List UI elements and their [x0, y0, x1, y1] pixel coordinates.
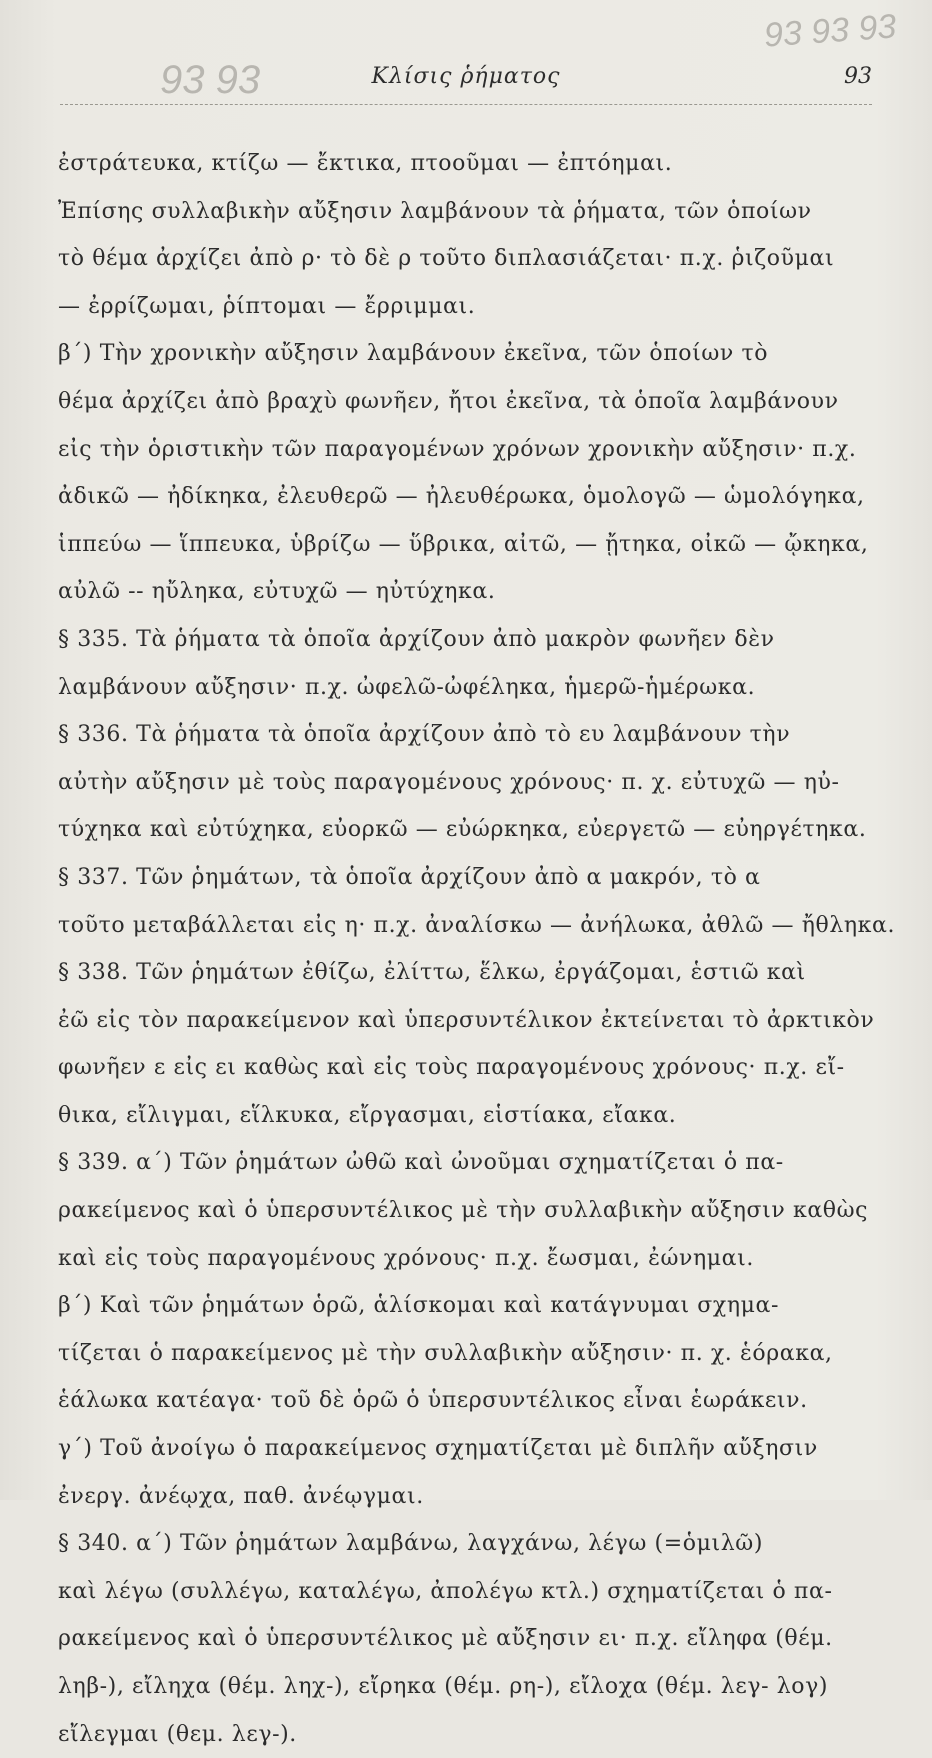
text-line: ἑάλωκα κατέαγα· τοῦ δὲ ὁρῶ ὁ ὑπερσυντέλικος εἶναι ἑωράκειν.: [58, 1388, 808, 1414]
text-line: καὶ εἰς τοὺς παραγομένους χρόνους· π.χ. ἔωσμαι, ἐώνημαι.: [58, 1245, 754, 1271]
text-line: θικα, εἴλιγμαι, εἵλκυκα, εἴργασμαι, εἱστίακα, εἴακα.: [58, 1102, 677, 1128]
text-line: αὐλῶ -- ηὔληκα, εὐτυχῶ — ηὐτύχηκα.: [58, 579, 496, 605]
pencil-page-marks: 93 93 93: [762, 7, 898, 55]
text-line: — ἐρρίζωμαι, ῥίπτομαι — ἔρριμμαι.: [58, 293, 476, 319]
text-line: φωνῆεν ε εἰς ει καθὼς καὶ εἰς τοὺς παραγομένους χρόνους· π.χ. εἴ-: [58, 1055, 845, 1081]
text-line: § 337. Τῶν ῥημάτων, τὰ ὁποῖα ἀρχίζουν ἀπὸ α μακρόν, τὸ α: [58, 864, 761, 890]
text-line: β΄) Καὶ τῶν ῥημάτων ὁρῶ, ἁλίσκομαι καὶ κατάγνυμαι σχημα-: [58, 1293, 779, 1319]
text-line: γ΄) Τοῦ ἀνοίγω ὁ παρακείμενος σχηματίζεται μὲ διπλῆν αὔξησιν: [58, 1436, 818, 1462]
text-line: τύχηκα καὶ εὐτύχηκα, εὐορκῶ — εὐώρκηκα, εὐεργετῶ — εὐηργέτηκα.: [58, 817, 867, 843]
page-header: [60, 64, 872, 104]
text-line: τὸ θέμα ἀρχίζει ἀπὸ ρ· τὸ δὲ ρ τοῦτο διπλασιάζεται· π.χ. ῥιζοῦμαι: [58, 246, 835, 272]
text-line: ἱππεύω — ἵππευκα, ὑβρίζω — ὕβρικα, αἰτῶ, — ᾔτηκα, οἰκῶ — ᾤκηκα,: [58, 531, 869, 557]
text-line: εἰς τὴν ὁριστικὴν τῶν παραγομένων χρόνων χρονικὴν αὔξησιν· π.χ.: [58, 436, 857, 462]
text-line: θέμα ἀρχίζει ἀπὸ βραχὺ φωνῆεν, ἤτοι ἐκεῖνα, τὰ ὁποῖα λαμβάνουν: [58, 388, 839, 414]
text-line: ἐνεργ. ἀνέῳχα, παθ. ἀνέῳγμαι.: [58, 1483, 424, 1509]
text-line: ἀδικῶ — ἠδίκηκα, ἐλευθερῶ — ἠλευθέρωκα, ὁμολογῶ — ὡμολόγηκα,: [58, 484, 865, 510]
text-line: τοῦτο μεταβάλλεται εἰς η· π.χ. ἀναλίσκω — ἀνήλωκα, ἀθλῶ — ἤθληκα.: [58, 912, 896, 938]
text-line: ἐῶ εἰς τὸν παρακείμενον καὶ ὑπερσυντέλικον ἐκτείνεται τὸ ἀρκτικὸν: [58, 1007, 875, 1033]
running-title: Κλίσις ῥήματος: [371, 64, 561, 89]
text-line: § 335. Τὰ ῥήματα τὰ ὁποῖα ἀρχίζουν ἀπὸ μακρὸν φωνῆεν δὲν: [58, 626, 775, 652]
header-rule: [60, 104, 872, 105]
text-line: § 340. α΄) Τῶν ῥημάτων λαμβάνω, λαγχάνω, λέγω (=ὁμιλῶ): [58, 1531, 764, 1557]
text-line: § 338. Τῶν ῥημάτων ἐθίζω, ἐλίττω, ἕλκω, ἐργάζομαι, ἑστιῶ καὶ: [58, 960, 806, 986]
page-number: 93: [844, 64, 872, 89]
page-body: [58, 140, 896, 1758]
text-line: ἐστράτευκα, κτίζω — ἔκτικα, πτοοῦμαι — ἐπτόημαι.: [58, 151, 673, 176]
text-line: § 336. Τὰ ῥήματα τὰ ὁποῖα ἀρχίζουν ἀπὸ τὸ ευ λαμβάνουν τὴν: [58, 722, 791, 748]
text-line: λαμβάνουν αὔξησιν· π.χ. ὠφελῶ-ὠφέληκα, ἡμερῶ-ἡμέρωκα.: [58, 674, 756, 700]
pencil-page-marks-left: 93 93: [160, 58, 261, 102]
text-line: ρακείμενος καὶ ὁ ὑπερσυντέλικος μὲ αὔξησιν ει· π.χ. εἴληφα (θέμ.: [58, 1626, 833, 1652]
text-line: αὐτὴν αὔξησιν μὲ τοὺς παραγομένους χρόνους· π. χ. εὐτυχῶ — ηὐ-: [58, 769, 840, 795]
text-line: β΄) Τὴν χρονικὴν αὔξησιν λαμβάνουν ἐκεῖνα, τῶν ὁποίων τὸ: [58, 341, 769, 367]
text-line: § 339. α΄) Τῶν ῥημάτων ὠθῶ καὶ ὠνοῦμαι σχηματίζεται ὁ πα-: [58, 1150, 784, 1176]
text-line: καὶ λέγω (συλλέγω, καταλέγω, ἀπολέγω κτλ.) σχηματίζεται ὁ πα-: [58, 1578, 833, 1604]
text-line: εἴλεγμαι (θεμ. λεγ-).: [58, 1721, 297, 1747]
text-line: τίζεται ὁ παρακείμενος μὲ τὴν συλλαβικὴν αὔξησιν· π. χ. ἑόρακα,: [58, 1340, 833, 1366]
text-line: Ἐπίσης συλλαβικὴν αὔξησιν λαμβάνουν τὰ ῥήματα, τῶν ὁποίων: [58, 198, 812, 224]
text-line: ρακείμενος καὶ ὁ ὑπερσυντέλικος μὲ τὴν συλλαβικὴν αὔξησιν καθὼς: [58, 1198, 869, 1224]
text-line: ληβ-), εἴληχα (θέμ. ληχ-), εἴρηκα (θέμ. ρη-), εἴλοχα (θέμ. λεγ- λογ): [58, 1674, 829, 1699]
